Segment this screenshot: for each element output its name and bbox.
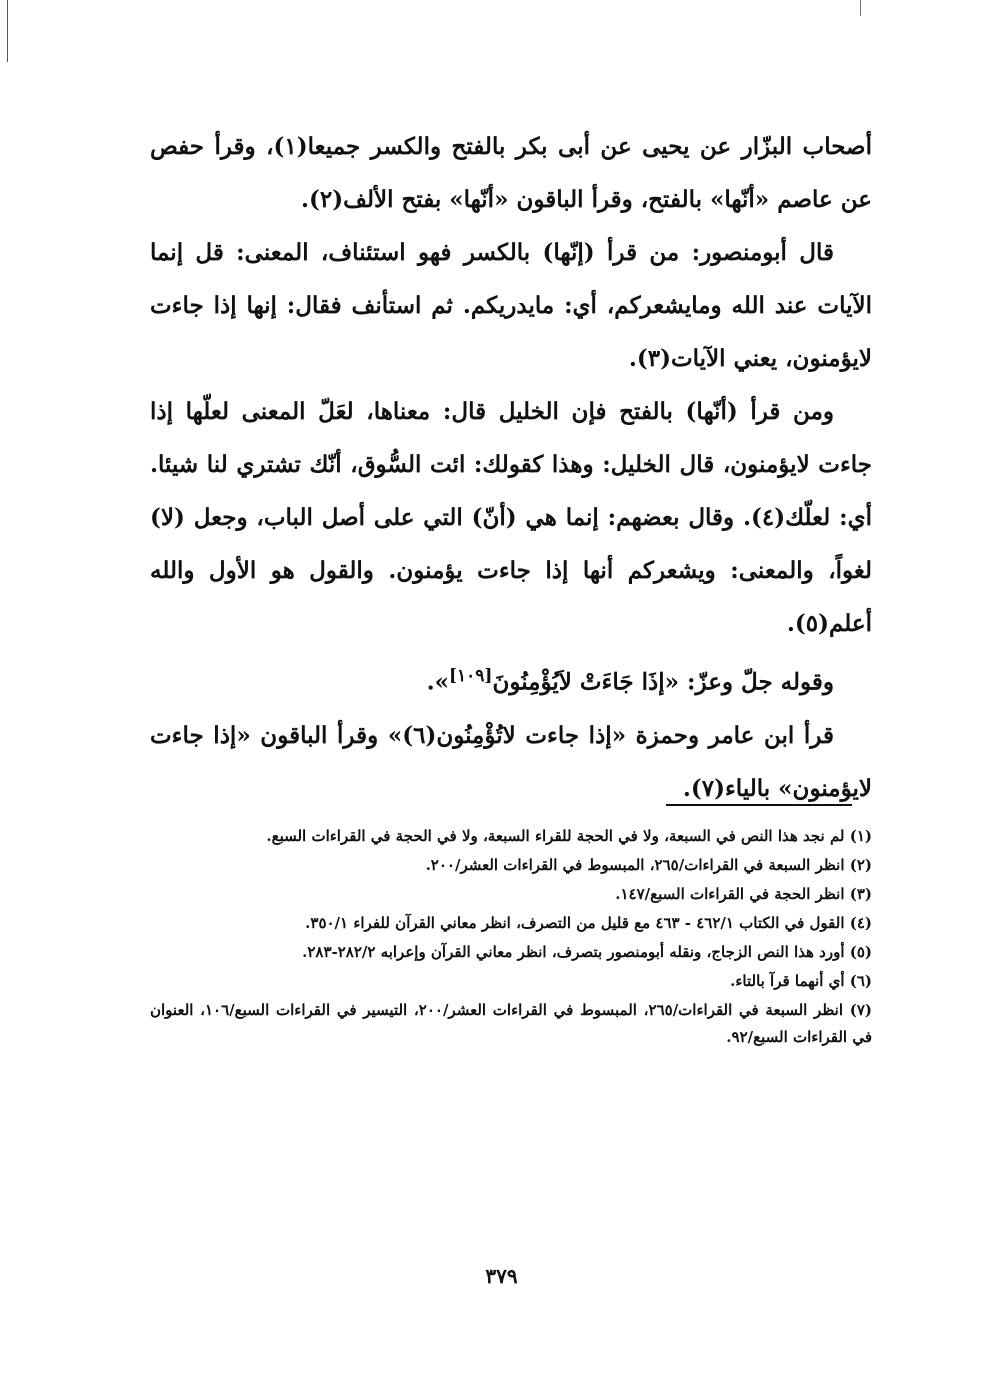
scan-edge-line <box>7 0 8 62</box>
footnote-3: (٣) انظر الحجة في القراءات السبع/١٤٧. <box>615 885 872 903</box>
footnote-separator <box>666 804 852 806</box>
quran-verse: إذَا جَاءَتْ لاَيُؤْمِنُونَ <box>492 668 665 696</box>
verse-intro: وقوله جلّ وعزّ: « <box>664 668 834 696</box>
paragraph-1: أصحاب البزّار عن يحيى عن أبى بكر بالفتح والكسر جميعا(١)، وقرأ حفص عن عاصم «أنّها» بالفتح، وقرأ الباقون «أنّها» بفتح الألف(٢). <box>150 133 872 213</box>
paragraph-2: قال أبومنصور: من قرأ (إنّها) بالكسر فهو استئناف، المعنى: قل إنما الآيات عند الله ومايشعركم، أي: مايدريكم. ثم استأنف فقال: إنها إذا جاءت لايؤمنون، يعني الآيات(٣). <box>150 239 872 372</box>
paragraph-3: ومن قرأ (أنّها) بالفتح فإن الخليل قال: معناها، لعَلّ المعنى لعلّها إذا جاءت لايؤمنون، قال الخليل: وهذا كقولك: ائت السُّوق، أنّك تشتري لنا شيئا. أي: لعلّك(٤). وقال بعضهم: إنما هي (أنّ) التي على أصل الباب، وجعل (لا) لغواً، والمعنى: ويشعركم أنها إذا جاءت يؤمنون. والقول هو الأول والله أعلم(٥). <box>150 398 873 637</box>
main-text <box>150 120 872 815</box>
footnote-2: (٢) انظر السبعة في القراءات/٢٦٥، المبسوط في القراءات العشر/٢٠٠. <box>425 856 872 874</box>
footnote-4: (٤) القول في الكتاب ٤٦٢/١ - ٤٦٣ مع قليل من التصرف، انظر معاني القرآن للفراء ٣٥٠/١. <box>305 914 872 932</box>
footnote-1: (١) لم نجد هذا النص في السبعة، ولا في الحجة للقراء السبعة، ولا في الحجة في القراءات السبع. <box>266 827 872 845</box>
body-text <box>150 120 872 815</box>
paragraph-4 <box>150 650 872 709</box>
footnotes <box>150 823 872 1053</box>
page-number: ٣٧٩ <box>485 1264 518 1288</box>
footnote-5: (٥) أورد هذا النص الزجاج، ونقله أبومنصور بتصرف، انظر معاني القرآن وإعرابه ٢٨٢/٢-٢٨٣. <box>302 943 872 961</box>
paragraph-5: قرأ ابن عامر وحمزة «إذا جاءت لاتُؤْمِنُون(٦)» وقرأ الباقون «إذا جاءت لايؤمنون» بالياء(٧). <box>150 721 872 802</box>
verse-close: ». <box>426 668 449 696</box>
verse-reference: [١٠٩] <box>448 666 493 686</box>
scan-edge-mark <box>860 0 861 16</box>
footnote-6: (٦) أي أنهما قرآ بالتاء. <box>730 972 872 990</box>
footnote-7: (٧) انظر السبعة في القراءات/٢٦٥، المبسوط في القراءات العشر/٢٠٠، التيسير في القراءات السبع/١٠٦، العنوان في القراءات السبع/٩٢. <box>150 1001 872 1046</box>
